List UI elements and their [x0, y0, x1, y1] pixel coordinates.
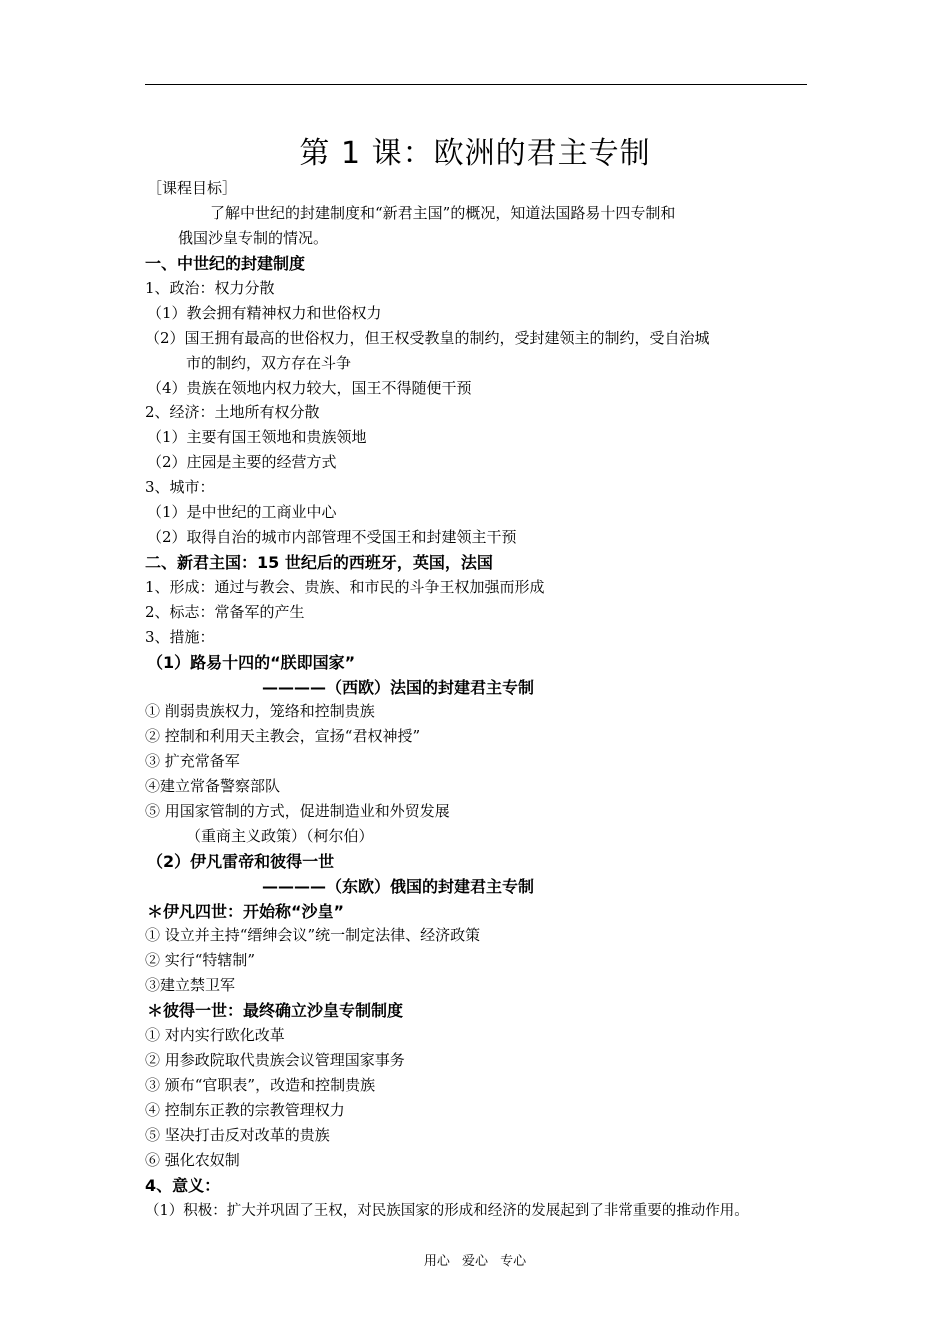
peter-measure-6: ⑥ 强化农奴制	[145, 1151, 240, 1169]
section-label-course-goals: ［课程目标］	[147, 179, 238, 197]
goal-text-line-2: 俄国沙皇专制的情况。	[178, 229, 329, 247]
page-footer: 用心 爱心 专心	[423, 1254, 527, 1269]
peter-measure-2: ② 用参政院取代贵族会议管理国家事务	[145, 1051, 405, 1069]
item-economy: 2、经济：土地所有权分散	[145, 403, 320, 421]
louis-measure-1: ① 削弱贵族权力，笼络和控制贵族	[145, 702, 375, 720]
item-politics-4: （4）贵族在领地内权力较大，国王不得随便干预	[147, 379, 472, 397]
significance-positive: （1）积极：扩大并巩固了王权，对民族国家的形成和经济的发展起到了非常重要的推动作用。	[145, 1203, 749, 1219]
item-cities-2: （2）取得自治的城市内部管理不受国王和封建领主干预	[147, 528, 517, 546]
item-politics-2-cont: 市的制约，双方存在斗争	[186, 354, 352, 372]
ivan-measure-1: ① 设立并主持“缙绅会议”统一制定法律、经济政策	[145, 926, 481, 944]
item-formation: 1、形成：通过与教会、贵族、和市民的斗争王权加强而形成	[145, 578, 545, 596]
subheading-ivan-iv: ＊伊凡四世：开始称“沙皇”	[147, 902, 345, 921]
louis-measure-4: ④建立常备警察部队	[145, 777, 281, 795]
subheading-russia-absolutism: ————（东欧）俄国的封建君主专制	[262, 877, 535, 896]
item-politics: 1、政治：权力分散	[145, 279, 275, 297]
item-economy-2: （2）庄园是主要的经营方式	[147, 453, 337, 471]
item-politics-1: （1）教会拥有精神权力和世俗权力	[147, 304, 382, 322]
goal-text-line-1: 了解中世纪的封建制度和“新君主国”的概况，知道法国路易十四专制和	[210, 204, 676, 222]
header-rule	[145, 84, 807, 85]
peter-measure-3: ③ 颁布“官职表”，改造和控制贵族	[145, 1076, 376, 1094]
louis-measure-3: ③ 扩充常备军	[145, 752, 240, 770]
item-cities-1: （1）是中世纪的工商业中心	[147, 503, 337, 521]
louis-measure-2: ② 控制和利用天主教会，宣扬“君权神授”	[145, 727, 421, 745]
subheading-louis-xiv: （1）路易十四的“朕即国家”	[147, 653, 356, 672]
item-sign: 2、标志：常备军的产生	[145, 603, 305, 621]
item-politics-2: （2）国王拥有最高的世俗权力，但王权受教皇的制约，受封建领主的制约，受自治城	[145, 329, 710, 347]
heading-medieval-feudal-system: 一、中世纪的封建制度	[145, 254, 306, 273]
louis-measure-5: ⑤ 用国家管制的方式，促进制造业和外贸发展	[145, 802, 450, 820]
page-title: 第 1 课：欧洲的君主专制	[299, 136, 651, 171]
subheading-ivan-peter: （2）伊凡雷帝和彼得一世	[147, 852, 335, 871]
peter-measure-1: ① 对内实行欧化改革	[145, 1026, 285, 1044]
ivan-measure-3: ③建立禁卫军	[145, 976, 236, 994]
subheading-peter-i: ＊彼得一世：最终确立沙皇专制制度	[147, 1001, 404, 1020]
peter-measure-5: ⑤ 坚决打击反对改革的贵族	[145, 1126, 330, 1144]
peter-measure-4: ④ 控制东正教的宗教管理权力	[145, 1101, 345, 1119]
item-economy-1: （1）主要有国王领地和贵族领地	[147, 428, 367, 446]
heading-significance: 4、意义：	[145, 1176, 221, 1195]
item-measures: 3、措施：	[145, 628, 215, 646]
ivan-measure-2: ② 实行“特辖制”	[145, 951, 256, 969]
heading-new-monarchies: 二、新君主国：15 世纪后的西班牙，英国，法国	[145, 553, 493, 572]
louis-measure-5-note: （重商主义政策）（柯尔伯）	[186, 827, 374, 845]
subheading-france-absolutism: ————（西欧）法国的封建君主专制	[262, 678, 535, 697]
item-cities: 3、城市：	[145, 478, 215, 496]
